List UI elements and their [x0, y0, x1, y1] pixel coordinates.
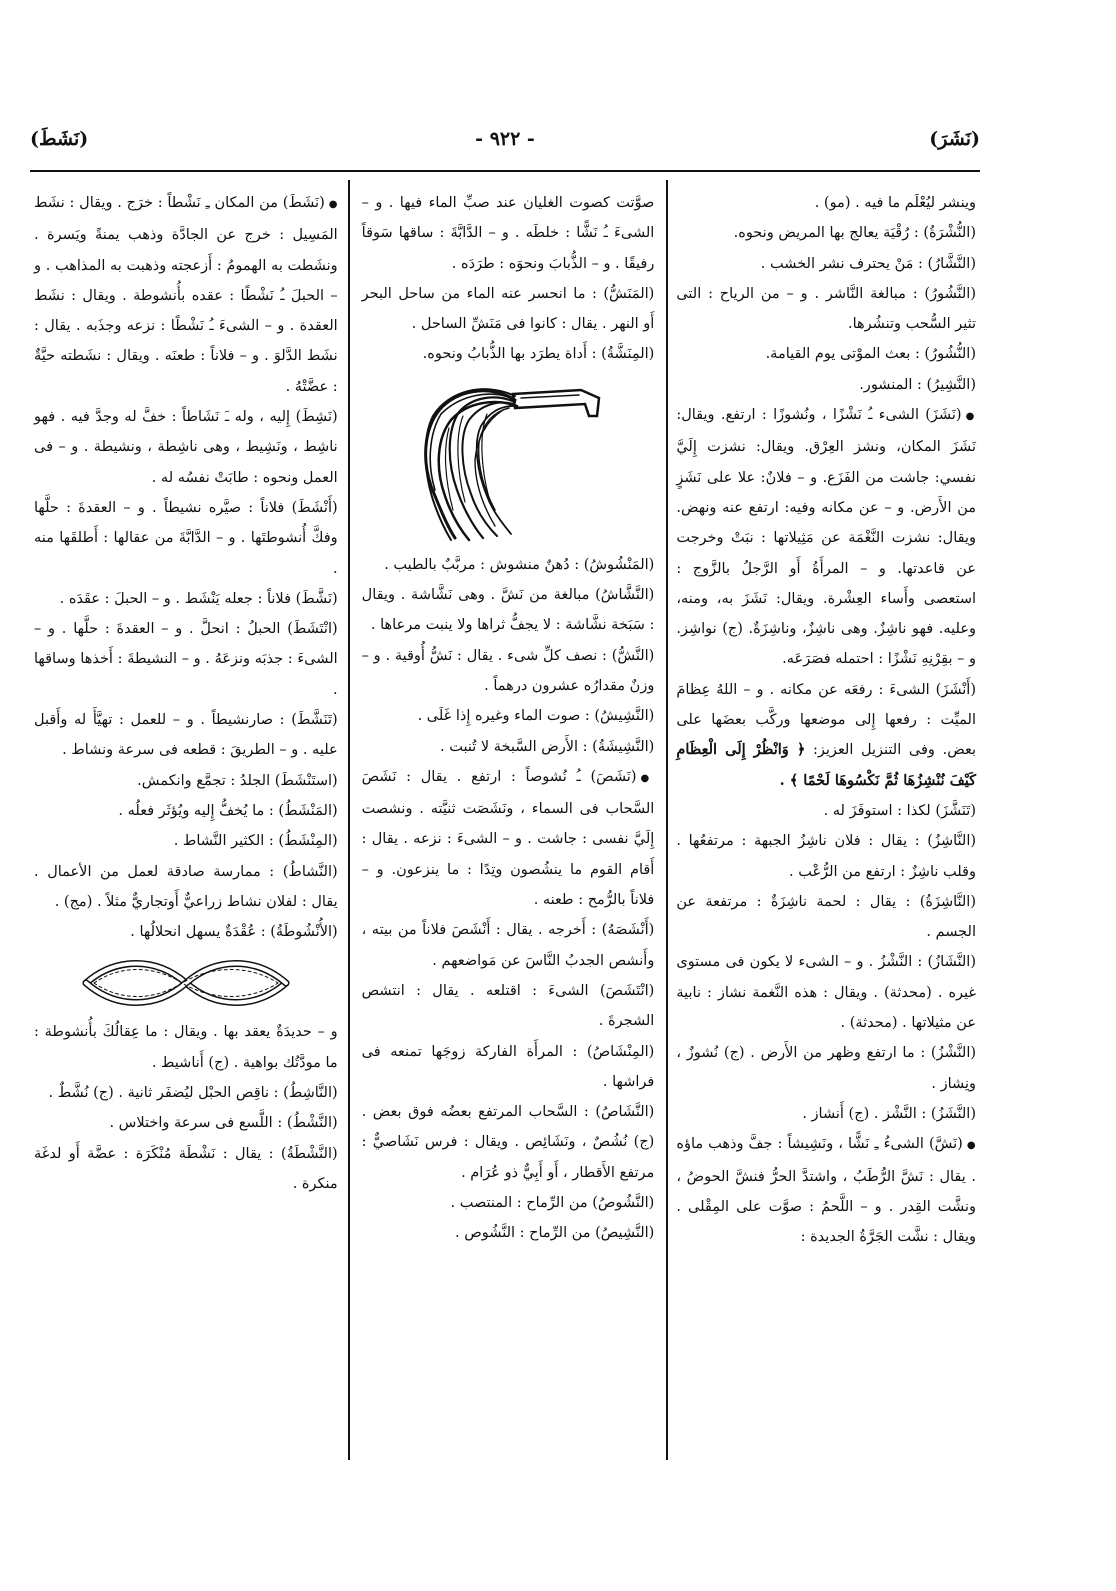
entry: (النَّشْطَةُ) : يقال : نَشْطَة مُنْكَرَة : عضَّة أَو لدغَة منكرة .: [34, 1145, 338, 1192]
entry: (المَنْشَطُ) : ما يُخفُّ إِليه ويُؤثَر فعلُه .: [118, 802, 338, 819]
entry: (النُّشُورُ) : بعث الموْتى يوم القيامة.: [765, 346, 976, 363]
header-left-word: (نَشَطَ): [30, 128, 89, 150]
column-divider: [348, 180, 350, 1460]
entry: صوَّتت كصوت الغليان عند صبِّ الماء فيها . و – الشىءَ ـُ نَشًّا : خلطَه . و – الدَّابَّةَ : ساقها سَوقاً رفيقًا . و – الذُّبابَ ونحوَه : طرَدَه .: [361, 195, 655, 272]
entry: (النَّشَازُ) : النَّشْزُ . و – الشىء لا يكون فى مستوى غيره . (محدثة) . ويقال : هذه النَّغمة نشاز : نابية عن مثيلاتها . (محدثة) .: [676, 954, 976, 1032]
entry: (النَّاشِزَةُ) : يقال : لحمة ناشِزَةٌ : مرتفعة عن الجسم .: [676, 893, 976, 941]
entry-text: (نَشَزَ) الشىء ـُ نَشْزًا ، ونُشوزًا : ارتفع. ويقال: نَشَزَ المكان، ونشز العِرْق. ويقال: نشزت إِلَيَّ نفسي: جاشت من الفَزَع. و – فلانٌ: علا على نَشَزٍ من الأَرض. و – عن مكانه وفيه: ارتفع عنه ونهض. ويقال: نشزت النَّغْمَة عن مَثِيلاتها : نبَتْ وخرجت عن قاعدتها. و – المرأَةُ أَو الرَّجلُ بالزَّوج : استعصى وأَساء العِشْرة. ويقال: نَشَزَ به، ومنه، وعليه. فهو ناشِزٌ. وهى ناشِزٌ، وناشِزَةٌ. (ج) نواشِز. و – بقِرْنِهِ نَشْزًا : احتمله فصَرَعَه.: [676, 407, 976, 668]
entry: (النَّشْطُ) : اللَّسع فى سرعة واختلاس .: [109, 1115, 338, 1132]
entry: (النَّشَزُ) : النَّشْز . (ج) أَنشاز .: [802, 1105, 976, 1122]
entry: و – حديدَةٌ يعقد بها . ويقال : ما عِقالُكَ بأُنشوطة : ما مودَّتُك بواهية . (ج) أَناشيط .: [34, 1024, 338, 1071]
entry: (تَنَشَّطَ) : صارنشيطاً . و – للعمل : تهيَّأَ له وأَقبل عليه . و – الطريقَ : قطعه فى سرعة ونشاط .: [34, 712, 338, 759]
entry: (انْتَشَصَ) الشىءَ : اقتلعه . يقال : انتشص الشجرةَ .: [361, 982, 655, 1030]
bullet-icon: ●: [328, 199, 338, 210]
bullet-icon: ●: [966, 1140, 977, 1152]
entry-nashata: [34, 188, 338, 402]
entry: (النَّشِيشُ) : صوت الماء وغيره إِذا غَلَى .: [417, 708, 655, 725]
knot-icon: [76, 953, 296, 1013]
entry: (النَّشاطُ) : ممارسة صادقة لعمل من الأعمال . يقال : لفلان نشاط زراعيٌّ أَوتجاريٌّ مثلاً . (مج) .: [34, 863, 338, 910]
entry: (أَنْشَصَهُ) : أَخرجه . يقال : أَنْشَصَ فلاناً من بيته ، وأَنشص الجدبُ النَّاسَ عن مَواضعهم .: [361, 922, 655, 969]
entry-text: (نَشَطَ) من المكان ـِ نَشْطاً : خرَج . ويقال : نشَط المَسِيل : خرج عن الجادَّة وذهب يمنةً ويَسرة . ونشَطت به الهمومُ : أَزعجته وذهبت به المذاهب . و – الحبلَ ـُ نَشْطًا : عقده بأُنشوطة . ويقال : نشَط العقدة . و – الشىءَ ـُ نَشْطًا : نزعه وجذَبه . يقال : نشَط الدَّلوَ . و – فلاناً : طعنَه . ويقال : نشَطته حيَّةٌ : عضَّتْهُ .: [34, 195, 338, 395]
entry: (المِنْشَطُ) : الكثير النَّشاط .: [173, 833, 338, 850]
entry: [676, 675, 976, 796]
entry: (النَّشْزُ) : ما ارتفع وظهر من الأَرض . (ج) نُشوزٌ ، ونِشاز .: [676, 1045, 976, 1092]
entry: (النَّشِيشَةُ) : الأَرض السَّبخة لا تُنبت .: [440, 738, 655, 755]
quran-quote: ﴿ وَانْظُرْ إِلَى الْعِظَامِ كَيْفَ نُنْشِزُهَا ثُمَّ نَكْسُوهَا لَحْمًا ﴾ .: [676, 741, 976, 789]
bullet-icon: ●: [640, 772, 655, 784]
entry: (النَّشَاصُ) : السَّحاب المرتفع بعضُه فوق بعض . (ج) نُشُصٌ ، ونَشَائِص . ويقال : فرس نَشَاصيٌّ : مرتفع الأَقطار ، أَو أَبِيٌّ ذو عُرَام .: [361, 1104, 655, 1181]
entry-text: (نَشَصَ) ـُ نُشوصاً : ارتفع . يقال : نَشَصَ السَّحاب فى السماء ، ونَشَصَت ثنيَّته . ونشصت إِلَيَّ نفسى : جاشت . و – الشىءَ : نزعه . يقال : أَقام القوم ما ينشُصون وتِدًا : ما ينزعون. و – فلاناً بالرُّمح : طعنه .: [361, 768, 655, 909]
entry: (النُّشْرَةُ) : رُقْيَة يعالج بها المريض ونحوه.: [733, 225, 976, 242]
entry-nashsha: [676, 1129, 976, 1252]
entry-nashaza: [676, 400, 976, 675]
header-right-word: (نَشَرَ): [929, 128, 980, 150]
column-right: [668, 180, 980, 1460]
entry-nashasa: [362, 762, 655, 915]
column-left: [30, 180, 348, 1460]
entry: (الأُنْشُوطَةُ) : عُقْدَةٌ يسهل انحلالُها .: [130, 924, 338, 941]
header-rule: [30, 170, 980, 172]
entry: (انْتَشَطَ) الحبلُ : انحلَّ . و – العقدةَ : حلَّها . و – الشىءَ : جذبَه ونزعَهُ . و – النشيطةَ : أَخذها وساقها .: [34, 621, 338, 698]
entry: (المِنَشَّةُ) : أَداة يطرَد بها الذُّبابُ ونحوه.: [422, 346, 655, 363]
entry: (النَّشِيرُ) : المنشور.: [859, 376, 976, 393]
page-header: [30, 128, 980, 168]
entry: (النَّاشِزُ) : يقال : فلان ناشِزُ الجبهة : مرتفعُها . وقلب ناشِزٌ : ارتفع من الرُّعْب .: [676, 833, 976, 880]
entry: (استَنْشَطَ) الجلدُ : تجمَّع وانكمش.: [137, 772, 338, 789]
fly-whisk-figure: [362, 376, 655, 546]
entry: (تَنَشَّزَ) لكذا : استوفَزَ له .: [823, 802, 976, 819]
entry: (النَّاشِطُ) : ناقِص الحبْل ليُضفَر ثانية . (ج) نُشَّطٌ .: [48, 1085, 338, 1102]
knot-figure: [34, 953, 338, 1013]
fly-whisk-icon: [403, 376, 613, 546]
entry: (النَّشِيصُ) من الرِّماح : النَّشُوص .: [455, 1225, 655, 1242]
entry: (النَّشُورُ) : مبالغة النَّاشر . و – من الرياح : التى تثير السُّحب وتنشُرها.: [676, 285, 976, 333]
entry-text: (أَنْشَزَ) الشىءَ : رفعَه عن مكانه . و – اللهُ عِظامَ الميِّت : رفعها إِلى موضعها وركَّب بعضَها على بعض. وفى التنزيل العزيز:: [676, 681, 976, 759]
entry: (نَشَّطَ) فلاناً : جعله يَنْشَط . و – الحبلَ : عقَدَه .: [59, 590, 338, 607]
page-number: - ٩٢٢ -: [475, 128, 535, 150]
entry: (أَنْشَطَ) فلاناً : صيَّره نشيطاً . و – العقدةَ : حلَّها وفكَّ أُنشوطتَها . و – الدَّابَّةَ من عقالها : أَطلقَها منه .: [34, 499, 338, 577]
entry: (المَنَشُّ) : ما انحسر عنه الماء من ساحل البحر أَو النهر . يقال : كانوا فى مَنَشِّ الساحل .: [361, 285, 655, 333]
entry: (النَّشُوصُ) من الرِّماح : المنتصب .: [450, 1195, 655, 1212]
columns: [30, 180, 980, 1460]
column-middle: [350, 180, 667, 1460]
entry: وينشر ليُعْلَم ما فيه . (مو) .: [814, 195, 976, 211]
entry: (نَشِطَ) إِليه ، وله ـَ نَشَاطاً : خفَّ له وجدَّ فيه . فهو ناشِط ، ونَشِيط ، وهى ناشِطة ، ونشيطة . و – فى العمل ونحوه : طابَتْ نفسُه له .: [34, 409, 338, 486]
entry: (النَّشُّ) : نصف كلِّ شىء . يقال : نَشُّ أُوقية . و – وزنٌ مقدارُه عشرون درهماً .: [361, 647, 655, 694]
entry: (النَّشَّارُ) : مَنْ يحترف نشر الخشب .: [760, 255, 976, 272]
bullet-icon: ●: [965, 411, 976, 423]
column-divider: [666, 180, 668, 1460]
entry: (المِنْشَاصُ) : المرأَة الفاركة زوجَها تمنعه فى فراشها .: [361, 1043, 655, 1090]
entry: (المَنْشُوشُ) : دُهنٌ منشوش : مربَّبٌ بالطيب .: [384, 556, 655, 573]
entry-text: (نَشَّ) الشىءُ ـِ نَشًّا ، ونَشِيشاً : جفَّ وذهب ماؤه . يقال : نَشَّ الرُّطَبُ ، واشتدَّ الحرُّ فنشَّ الحوضُ ، ونشَّت القِدر . و – اللَّحمُ : صوَّت على المِقْلى . ويقال : نشَّت الجَرَّةُ الجديدة :: [676, 1136, 976, 1246]
entry: (النَّشَّاشُ) مبالغة من نَشَّ . وهى نَشَّاشة . ويقال : سَبَخة نشَّاشة : لا يجفُّ ثراها ولا ينبت مرعاها .: [361, 587, 655, 634]
